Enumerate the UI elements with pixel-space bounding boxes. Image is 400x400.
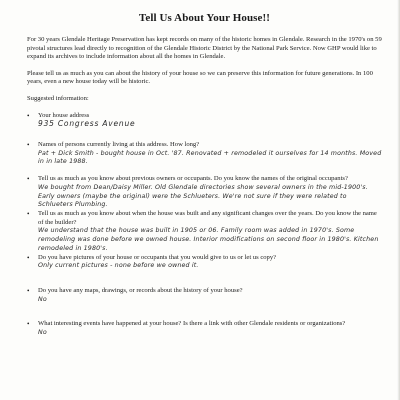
intro-paragraph: For 30 years Glendale Heritage Preservation has kept records on many of the historic homes in Glendale. Research in the 1970's on 59 pivotal structures lead directly to recognition of the Glendale Historic District by the National Park Service. Now GHP would like to expand its archives to include information about all the homes in Glendale.: [27, 36, 382, 61]
suggested-label: Suggested information:: [27, 94, 89, 102]
handwritten-answer: No: [38, 295, 47, 303]
handwritten-answer: Only current pictures - none before we owned it.: [38, 262, 199, 270]
question-item-maps: [27, 287, 382, 304]
question-item-occupants: [27, 141, 382, 167]
question-item-pictures: [27, 254, 382, 271]
bullet-icon: •: [27, 111, 30, 120]
question-item-construction: [27, 210, 382, 254]
question-item-previous-owners: [27, 175, 382, 210]
bullet-icon: •: [27, 210, 30, 219]
handwritten-answer: No: [38, 329, 47, 337]
question-text: Your house address: [38, 111, 90, 119]
question-text: What interesting events have happened at your house? Is there a link with other Glendale residents or organizations?: [38, 320, 346, 328]
bullet-icon: •: [27, 320, 30, 329]
handwritten-answer: Pat + Dick Smith - bought house in Oct. '87. Renovated + remodeled it ourselves for 14 months. Moved in in late 1988.: [38, 149, 382, 166]
question-text: Do you have pictures of your house or occupants that you would give to us or let us copy?: [38, 253, 277, 261]
bullet-icon: •: [27, 175, 30, 184]
question-text: Tell us as much as you know about previous owners or occupants. Do you know the names of the original occupants?: [38, 175, 348, 183]
question-text: Tell us as much as you know about when the house was built and any significant changes over the years. Do you know the name of the builder?: [38, 210, 377, 226]
bullet-icon: •: [27, 140, 30, 149]
bullet-icon: •: [27, 287, 30, 296]
question-text: Names of persons currently living at this address. How long?: [38, 140, 200, 148]
document-title: Tell Us About Your House!!: [138, 12, 271, 24]
bullet-icon: •: [27, 253, 30, 262]
handwritten-answer: We understand that the house was built in 1905 or 06. Family room was added in 1970's. Some remodeling was done before we owned house. Interior modifications on second floor in 1980's. Kitchen remodeled in 1980's.: [38, 227, 379, 252]
handwritten-answer: We bought from Dean/Daisy Miller. Old Glendale directories show several owners in the mid-1900's. Early owners (maybe the original) were the Schlueters. We're not sure if they were related to Schlueters Plumbing.: [38, 183, 368, 209]
question-item-events: [27, 320, 382, 337]
intro-paragraph-2: Please tell us as much as you can about the history of your house so we can preserve this information for future generations. In 100 years, even a new house today will be historic.: [27, 69, 373, 86]
handwritten-answer: 935 Congress Avenue: [38, 119, 136, 129]
question-item-address: [27, 112, 382, 129]
question-text: Do you have any maps, drawings, or records about the history of your house?: [38, 287, 243, 295]
